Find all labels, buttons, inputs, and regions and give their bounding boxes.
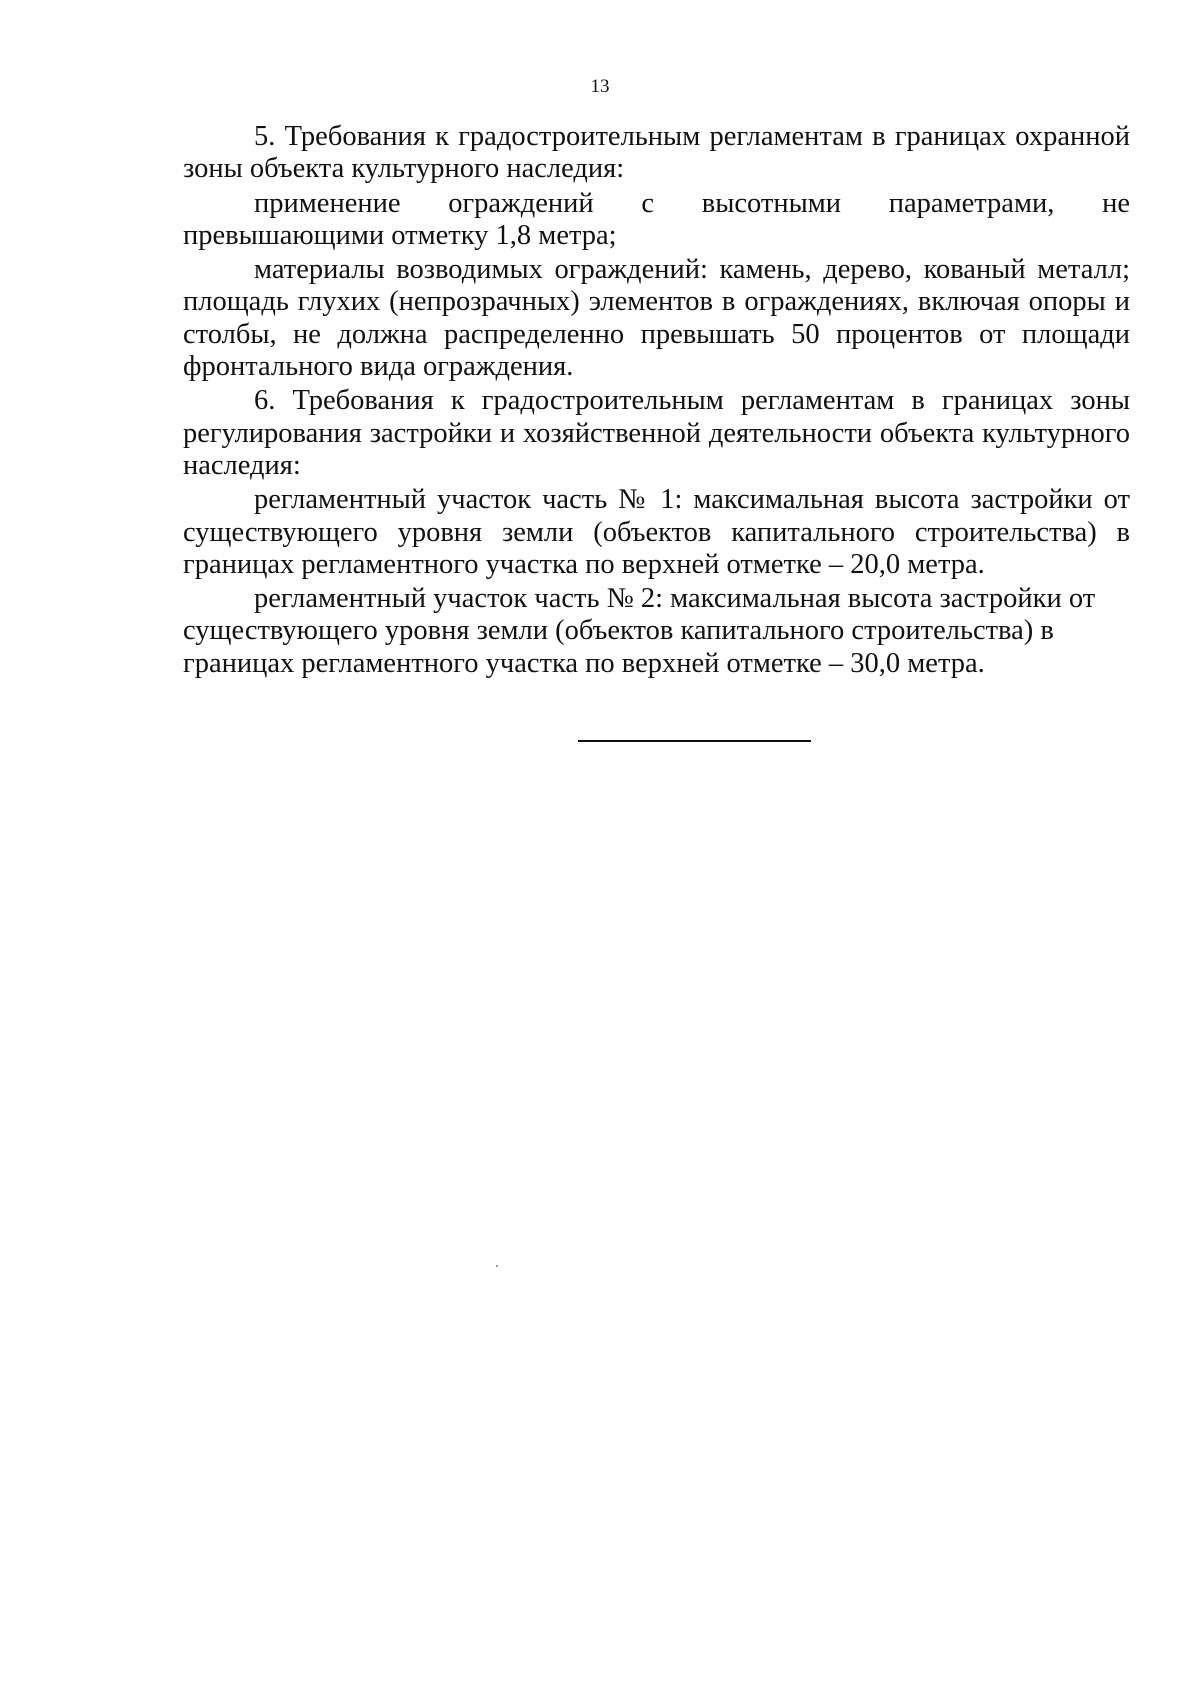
section-5-heading: 5. Требования к градостроительным регламентам в границах охранной зоны объекта культурного наследия:	[183, 121, 1130, 185]
fence-materials-requirement: материалы возводимых ограждений: камень, дерево, кованый металл; площадь глухих (непрозрачных) элементов в ограждениях, включая опоры и столбы, не должна распределенно превышать 50 процентов от площади фронтального вида ограждения.	[183, 254, 1130, 383]
fence-height-requirement: применение ограждений с высотными параметрами, не превышающими отметку 1,8 метра;	[183, 187, 1130, 251]
scan-speck	[496, 1265, 498, 1267]
plot-part-2-requirement: регламентный участок часть № 2: максимальная высота застройки от существующего уровня земли (объектов капитального строительства) в границах регламентного участка по верхней отметке – 30,0 метра.	[183, 583, 1096, 679]
document-body	[183, 121, 1130, 680]
page-number: 13	[590, 76, 610, 97]
plot-part-1-requirement: регламентный участок часть № 1: максимальная высота застройки от существующего уровня земли (объектов капитального строительства) в границах регламентного участка по верхней отметке – 20,0 метра.	[183, 484, 1130, 580]
section-6-heading: 6. Требования к градостроительным регламентам в границах зоны регулирования застройки и хозяйственной деятельности объекта культурного наследия:	[183, 385, 1130, 481]
end-of-text-rule	[578, 740, 811, 742]
